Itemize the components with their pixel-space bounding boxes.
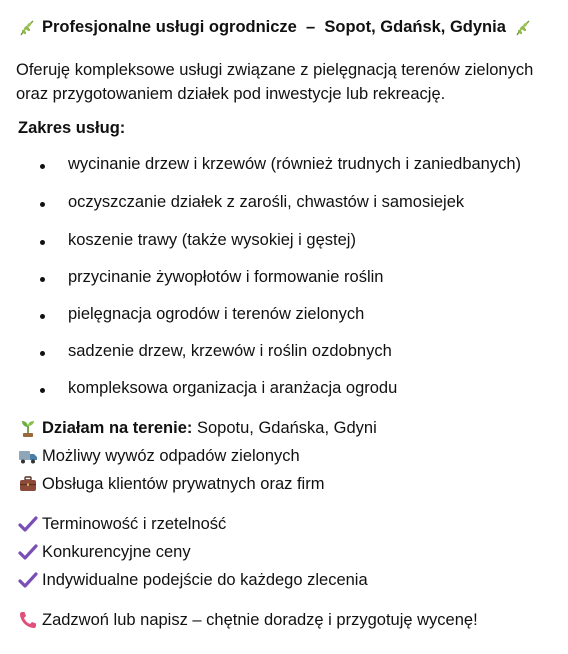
list-item: [0, 342, 568, 364]
clients-text: Obsługa klientów prywatnych oraz firm: [42, 474, 325, 493]
check-mark-icon: [18, 570, 38, 590]
service-text: kompleksowa organizacja i aranżacja ogrodu: [68, 379, 398, 397]
truck-icon: [18, 446, 38, 466]
advantage-text: Konkurencyjne ceny: [42, 542, 191, 561]
waste-removal-row: [18, 446, 300, 466]
list-item: [0, 155, 568, 177]
service-area-label: Działam na terenie:: [42, 418, 193, 437]
list-item: [0, 305, 568, 327]
service-text: pielęgnacja ogrodów i terenów zielonych: [68, 305, 365, 323]
advantage-row: [18, 514, 226, 534]
list-item: [0, 231, 568, 253]
contact-row: [18, 610, 478, 630]
bullet: [40, 164, 45, 169]
contact-text: Zadzwoń lub napisz – chętnie doradzę i przygotuję wycenę!: [42, 610, 478, 629]
bullet: [40, 202, 45, 207]
list-item: [0, 268, 568, 290]
service-text: koszenie trawy (także wysokiej i gęstej): [68, 231, 356, 249]
list-item: [0, 379, 568, 401]
service-text: przycinanie żywopłotów i formowanie roślin: [68, 268, 384, 286]
check-mark-icon: [18, 514, 38, 534]
telephone-icon: [18, 610, 38, 630]
briefcase-icon: [18, 474, 38, 494]
services-heading: Zakres usług:: [18, 119, 126, 137]
advantage-text: Indywidualne podejście do każdego zlecenia: [42, 570, 368, 589]
service-text: wycinanie drzew i krzewów (również trudnych i zaniedbanych): [68, 155, 522, 173]
service-text: sadzenie drzew, krzewów i roślin ozdobnych: [68, 342, 392, 360]
service-area-row: [18, 418, 377, 438]
seedling-icon: [18, 418, 38, 438]
bullet: [40, 388, 45, 393]
check-mark-icon: [18, 542, 38, 562]
bullet: [40, 240, 45, 245]
bullet: [40, 277, 45, 282]
advantage-row: [18, 542, 191, 562]
waste-removal-text: Możliwy wywóz odpadów zielonych: [42, 446, 300, 465]
service-area-value: Sopotu, Gdańska, Gdyni: [192, 418, 377, 437]
advantage-text: Terminowość i rzetelność: [42, 514, 227, 533]
service-text: oczyszczanie działek z zarośli, chwastów i samosiejek: [68, 193, 465, 211]
bullet: [40, 314, 45, 319]
bullet: [40, 351, 45, 356]
list-item: [0, 193, 568, 215]
advantage-row: [18, 570, 368, 590]
title-text: Profesjonalne usługi ogrodnicze – Sopot, Gdańsk, Gdynia: [42, 18, 506, 36]
clients-row: [18, 474, 324, 494]
intro-paragraph: Oferuję kompleksowe usługi związane z pielęgnacją terenów zielonych oraz przygotowaniem działek pod inwestycje lub rekreację.: [16, 61, 534, 103]
